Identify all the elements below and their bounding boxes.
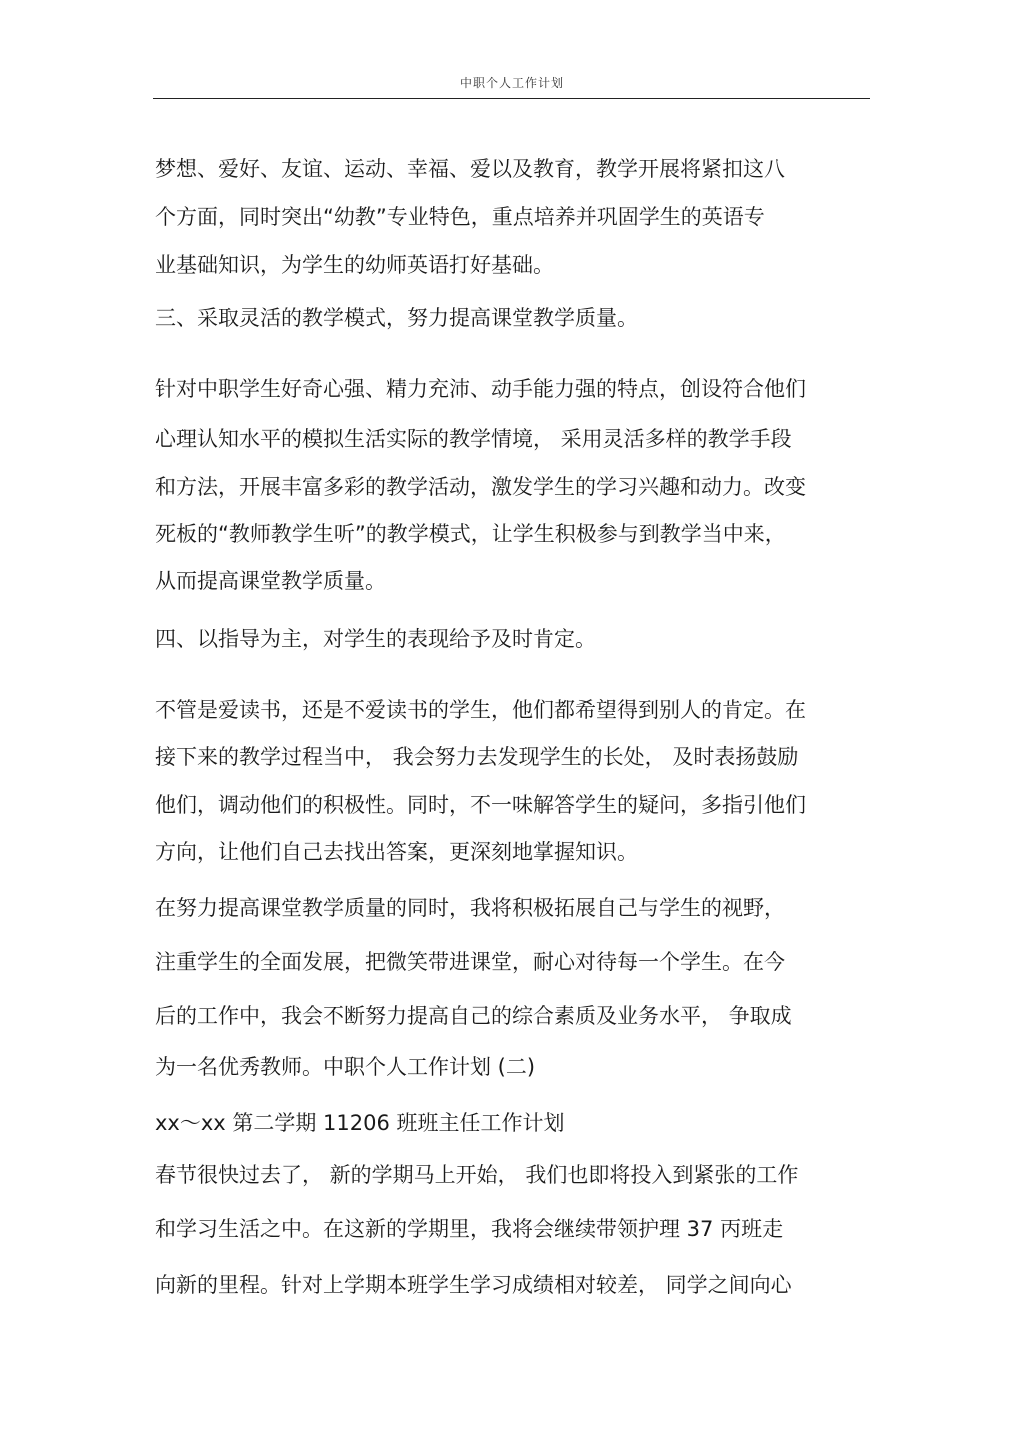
body-line: 梦想、爱好、友谊、运动、幸福、爱以及教育，教学开展将紧扣这八 — [155, 157, 785, 181]
body-line: 个方面，同时突出“幼教”专业特色，重点培养并巩固学生的英语专 — [155, 205, 765, 229]
section-heading: 四、以指导为主，对学生的表现给予及时肯定。 — [155, 627, 596, 651]
body-line: 在努力提高课堂教学质量的同时，我将积极拓展自己与学生的视野， — [155, 896, 785, 920]
body-line: 他们，调动他们的积极性。同时，不一味解答学生的疑问，多指引他们 — [155, 793, 806, 817]
body-line: 和学习生活之中。在这新的学期里，我将会继续带领护理 37 丙班走 — [155, 1217, 784, 1241]
page-header-title: 中职个人工作计划 — [459, 76, 564, 90]
body-line: 方向，让他们自己去找出答案，更深刻地掌握知识。 — [155, 840, 638, 864]
body-line: 春节很快过去了， 新的学期马上开始， 我们也即将投入到紧张的工作 — [155, 1163, 799, 1187]
body-line: 心理认知水平的模拟生活实际的教学情境， 采用灵活多样的教学手段 — [155, 427, 792, 451]
body-line: 死板的“教师教学生听”的教学模式，让学生积极参与到教学当中来， — [155, 522, 786, 546]
body-line: 业基础知识，为学生的幼师英语打好基础。 — [155, 253, 554, 277]
section-heading: 三、采取灵活的教学模式，努力提高课堂教学质量。 — [155, 306, 638, 330]
header-divider — [153, 98, 870, 99]
body-line: 不管是爱读书，还是不爱读书的学生，他们都希望得到别人的肯定。在 — [155, 698, 806, 722]
body-line: 向新的里程。针对上学期本班学生学习成绩相对较差， 同学之间向心 — [155, 1273, 792, 1297]
section-heading: xx～xx 第二学期 11206 班班主任工作计划 — [155, 1111, 565, 1135]
body-line: 注重学生的全面发展，把微笑带进课堂，耐心对待每一个学生。在今 — [155, 950, 785, 974]
body-line: 为一名优秀教师。中职个人工作计划 (二) — [155, 1055, 536, 1079]
body-line: 后的工作中，我会不断努力提高自己的综合素质及业务水平， 争取成 — [155, 1004, 792, 1028]
body-line: 和方法，开展丰富多彩的教学活动，激发学生的学习兴趣和动力。改变 — [155, 475, 806, 499]
body-line: 针对中职学生好奇心强、精力充沛、动手能力强的特点，创设符合他们 — [155, 377, 806, 401]
body-line: 接下来的教学过程当中， 我会努力去发现学生的长处， 及时表扬鼓励 — [155, 745, 799, 769]
body-line: 从而提高课堂教学质量。 — [155, 569, 386, 593]
